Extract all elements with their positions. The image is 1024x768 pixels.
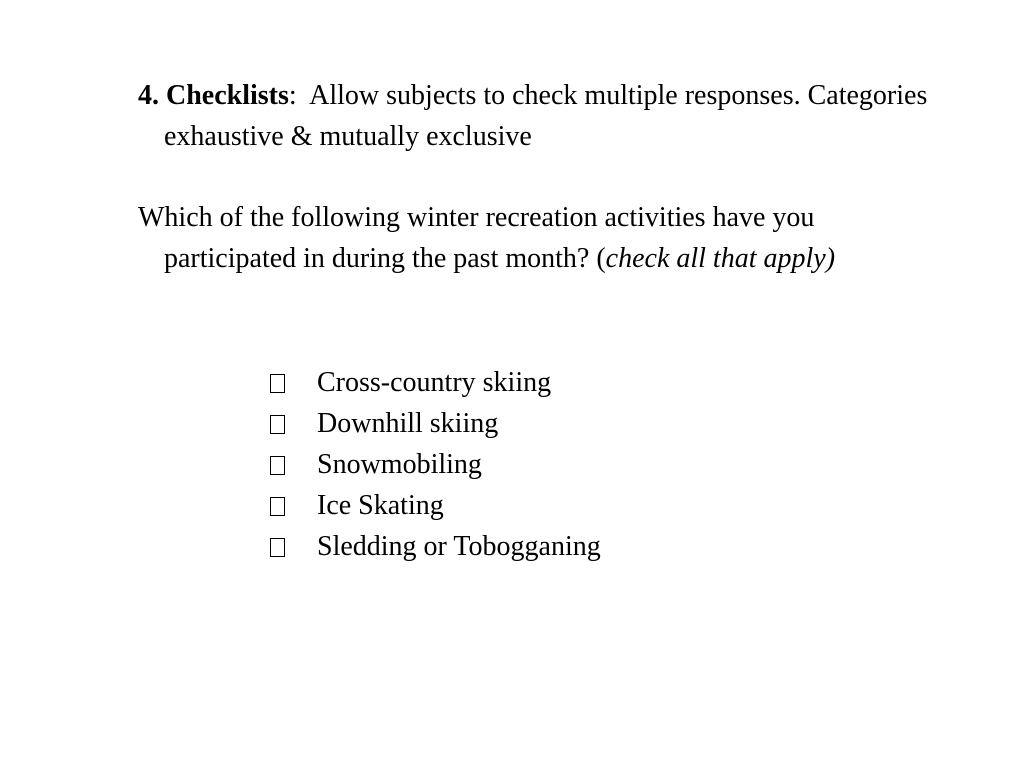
option-label: Ice Skating — [317, 489, 444, 521]
checklist-item-cross-country-skiing[interactable] — [266, 362, 601, 403]
checkbox-icon[interactable] — [270, 497, 285, 516]
checkbox-icon[interactable] — [270, 415, 285, 434]
checklist-item-ice-skating[interactable] — [266, 485, 601, 526]
checkbox-icon[interactable] — [270, 456, 285, 475]
question-text: Which of the following winter recreation activities have you participated in during the past month? ( — [138, 202, 815, 274]
heading-description: Allow subjects to check multiple responses. Categories exhaustive & mutually exclusive — [164, 80, 935, 152]
checklist-item-sledding-or-tobogganing[interactable] — [266, 526, 601, 567]
checklist-item-snowmobiling[interactable] — [266, 444, 601, 485]
question-instruction: check all that apply) — [605, 242, 836, 274]
checklists-heading — [138, 76, 964, 157]
checkbox-icon[interactable] — [270, 374, 285, 393]
heading-term: 4. Checklists — [138, 80, 289, 111]
option-label: Sledding or Tobogganing — [317, 530, 601, 562]
option-label: Cross-country skiing — [317, 366, 552, 398]
survey-question — [138, 198, 924, 279]
activity-checklist — [266, 362, 601, 567]
checklist-item-downhill-skiing[interactable] — [266, 403, 601, 444]
option-label: Snowmobiling — [317, 448, 482, 480]
option-label: Downhill skiing — [317, 407, 499, 439]
heading-colon: : — [288, 80, 297, 111]
checkbox-icon[interactable] — [270, 538, 285, 557]
